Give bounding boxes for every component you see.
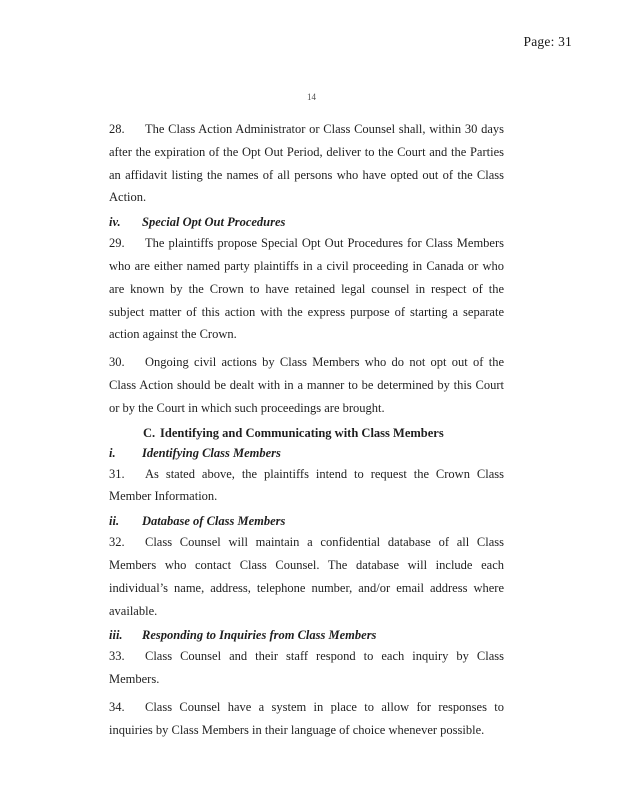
heading-number: i. <box>109 445 116 460</box>
heading-text: Responding to Inquiries from Class Members <box>142 628 377 643</box>
paragraph-32 <box>109 531 504 622</box>
heading-text: Special Opt Out Procedures <box>142 215 286 230</box>
page-header-label: Page: 31 <box>523 34 572 49</box>
heading-number: iii. <box>109 628 123 643</box>
paragraph-text: The plaintiffs propose Special Opt Out Procedures for Class Members who are either named party plaintiffs in a civil proceeding in Canada or who are known by the Crown to have retained legal counsel in respect of the subject matter of this action with the express purpose of starting a separate action against the Crown. <box>109 236 504 342</box>
heading-text: Identifying and Communicating with Class Members <box>160 425 444 440</box>
heading-text: Database of Class Members <box>142 514 286 529</box>
heading-ii-database <box>109 513 504 530</box>
heading-text: Identifying Class Members <box>142 445 281 460</box>
paragraph-28 <box>109 118 504 209</box>
paragraph-text: As stated above, the plaintiffs intend to request the Crown Class Member Information. <box>109 466 504 504</box>
paragraph-text: Class Counsel will maintain a confidential database of all Class Members who contact Class Counsel. The database will include each individual’s name, address, telephone number, and/or email address where available. <box>109 535 504 618</box>
document-body <box>109 118 504 747</box>
paragraph-number: 30. <box>109 355 125 370</box>
paragraph-number: 28. <box>109 122 125 136</box>
paragraph-33 <box>109 645 504 691</box>
folio-number: 14 <box>307 92 316 102</box>
paragraph-text: Ongoing civil actions by Class Members who do not opt out of the Class Action should be dealt with in a manner to be determined by this Court or by the Court in which such proceedings are brought. <box>109 355 504 415</box>
paragraph-text: Class Counsel have a system in place to allow for responses to inquiries by Class Members in their language of choice whenever possible. <box>109 699 504 737</box>
heading-i-identifying-class-members <box>109 445 504 462</box>
paragraph-30 <box>109 351 504 419</box>
paragraph-text: The Class Action Administrator or Class Counsel shall, within 30 days after the expiration of the Opt Out Period, deliver to the Court and the Parties an affidavit listing the names of all persons who have opted out of the Class Action. <box>109 122 504 205</box>
paragraph-number: 29. <box>109 236 125 251</box>
paragraph-number: 34. <box>109 699 125 714</box>
paragraph-29 <box>109 232 504 346</box>
heading-number: ii. <box>109 514 120 529</box>
paragraph-number: 31. <box>109 466 125 481</box>
heading-number: C. <box>143 425 156 440</box>
heading-iii-responding-inquiries <box>109 627 504 644</box>
heading-c-identifying-communicating <box>143 425 504 442</box>
paragraph-text: Class Counsel and their staff respond to each inquiry by Class Members. <box>109 649 504 687</box>
paragraph-31 <box>109 463 504 509</box>
paragraph-34 <box>109 696 504 742</box>
paragraph-number: 32. <box>109 535 125 550</box>
heading-number: iv. <box>109 215 121 230</box>
heading-iv-special-opt-out <box>109 214 504 231</box>
paragraph-number: 33. <box>109 649 125 664</box>
